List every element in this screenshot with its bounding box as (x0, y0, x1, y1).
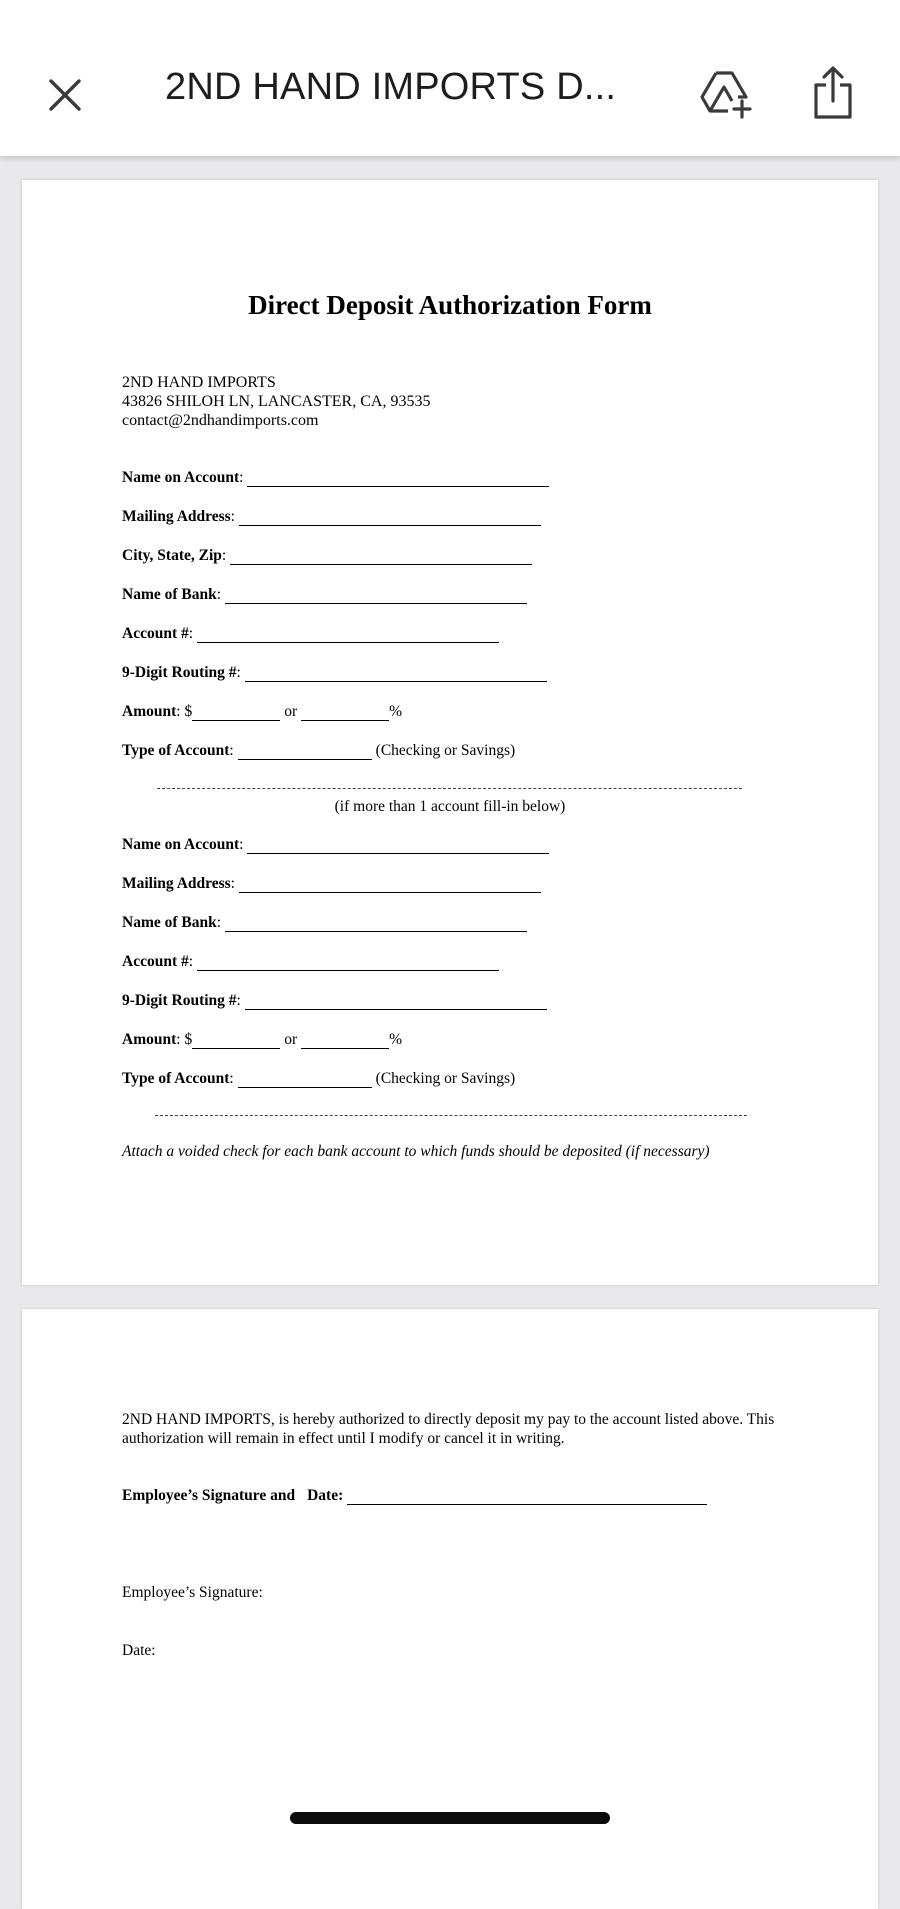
date-label (122, 1642, 156, 1660)
field-label: 9-Digit Routing # (122, 664, 237, 681)
field-label: Account # (122, 625, 189, 642)
field-mailing-address: Mailing Address : (122, 508, 541, 526)
amount-prefix: : $ (176, 703, 193, 720)
field-label: Name of Bank (122, 914, 217, 931)
field-type-of-account-2: Type of Account : (Checking or Savings) (122, 1070, 516, 1087)
date-label-bold: Date: (307, 1487, 344, 1504)
field-mailing-address-2: Mailing Address : (122, 875, 541, 893)
blank-line (197, 626, 499, 643)
field-label: Name on Account (122, 836, 240, 853)
blank-line (347, 1488, 707, 1505)
blank-line (225, 587, 527, 604)
company-address: 43826 SHILOH LN, LANCASTER, CA, 93535 (122, 393, 431, 410)
field-label: Type of Account (122, 1070, 230, 1087)
field-city-state-zip: City, State, Zip : (122, 547, 532, 565)
blank-line (239, 876, 541, 893)
or-text: or (284, 1031, 298, 1048)
or-text: or (284, 703, 298, 720)
separator-dashed (157, 788, 742, 789)
add-to-drive-icon (698, 69, 754, 119)
percent-sign: % (389, 703, 403, 720)
blank-line (192, 704, 280, 721)
blank-line (247, 837, 549, 854)
type-hint: (Checking or Savings) (375, 742, 516, 759)
close-icon (47, 77, 83, 113)
document-page-1[interactable] (22, 180, 878, 1285)
field-label: Name of Bank (122, 586, 217, 603)
more-accounts-note: (if more than 1 account fill-in below) (334, 798, 566, 815)
field-label: Mailing Address (122, 508, 231, 525)
type-hint: (Checking or Savings) (375, 1070, 516, 1087)
app-bar (0, 0, 900, 156)
field-amount-2 (122, 1031, 402, 1049)
field-type-of-account: Type of Account : (Checking or Savings) (122, 742, 516, 759)
blank-line (230, 548, 532, 565)
field-routing-number: 9-Digit Routing # : (122, 664, 547, 682)
field-label: City, State, Zip (122, 547, 222, 564)
company-email: contact@2ndhandimports.com (122, 412, 319, 429)
field-label: Name on Account (122, 469, 240, 486)
add-to-drive-button[interactable] (696, 64, 756, 124)
blank-line (197, 954, 499, 971)
voided-check-note: Attach a voided check for each bank account to which funds should be deposited (if necessary) (122, 1143, 710, 1160)
share-icon (812, 65, 854, 121)
field-label: Mailing Address (122, 875, 231, 892)
blank-line (239, 509, 541, 526)
blank-line (301, 704, 389, 721)
company-info (122, 373, 430, 430)
amount-prefix: : $ (176, 1031, 193, 1048)
blank-line (247, 470, 549, 487)
blank-line (238, 743, 372, 760)
document-title: 2ND HAND IMPORTS D... (165, 66, 617, 108)
blank-line (245, 665, 547, 682)
field-account-number: Account # : (122, 625, 499, 643)
company-name: 2ND HAND IMPORTS (122, 374, 276, 391)
signature-label-text: Employee’s Signature: (122, 1584, 263, 1601)
field-label: Amount (122, 1031, 177, 1048)
field-label: Amount (122, 703, 177, 720)
field-account-number-2: Account # : (122, 953, 499, 971)
authorization-text: 2ND HAND IMPORTS, is hereby authorized to directly deposit my pay to the account listed above. This authorization will remain in effect until I modify or cancel it in writing. (122, 1411, 775, 1447)
blank-line (301, 1032, 389, 1049)
field-amount (122, 703, 402, 721)
home-indicator[interactable] (290, 1812, 610, 1824)
field-label: 9-Digit Routing # (122, 992, 237, 1009)
field-label: Type of Account (122, 742, 230, 759)
field-name-on-account: Name on Account : (122, 469, 549, 487)
date-label-text: Date: (122, 1642, 156, 1659)
blank-line (192, 1032, 280, 1049)
field-label: Employee’s Signature and (122, 1487, 296, 1504)
field-name-on-account-2: Name on Account : (122, 836, 549, 854)
close-button[interactable] (40, 70, 90, 120)
blank-line (245, 993, 547, 1010)
share-button[interactable] (808, 62, 858, 124)
field-routing-number-2: 9-Digit Routing # : (122, 992, 547, 1010)
form-title: Direct Deposit Authorization Form (248, 290, 652, 320)
separator-dashed (155, 1115, 747, 1116)
signature-label (122, 1584, 263, 1602)
field-label: Account # (122, 953, 189, 970)
field-signature-and-date (122, 1487, 707, 1505)
blank-line (225, 915, 527, 932)
blank-line (238, 1071, 372, 1088)
percent-sign: % (389, 1031, 403, 1048)
field-name-of-bank-2: Name of Bank : (122, 914, 527, 932)
field-name-of-bank: Name of Bank : (122, 586, 527, 604)
